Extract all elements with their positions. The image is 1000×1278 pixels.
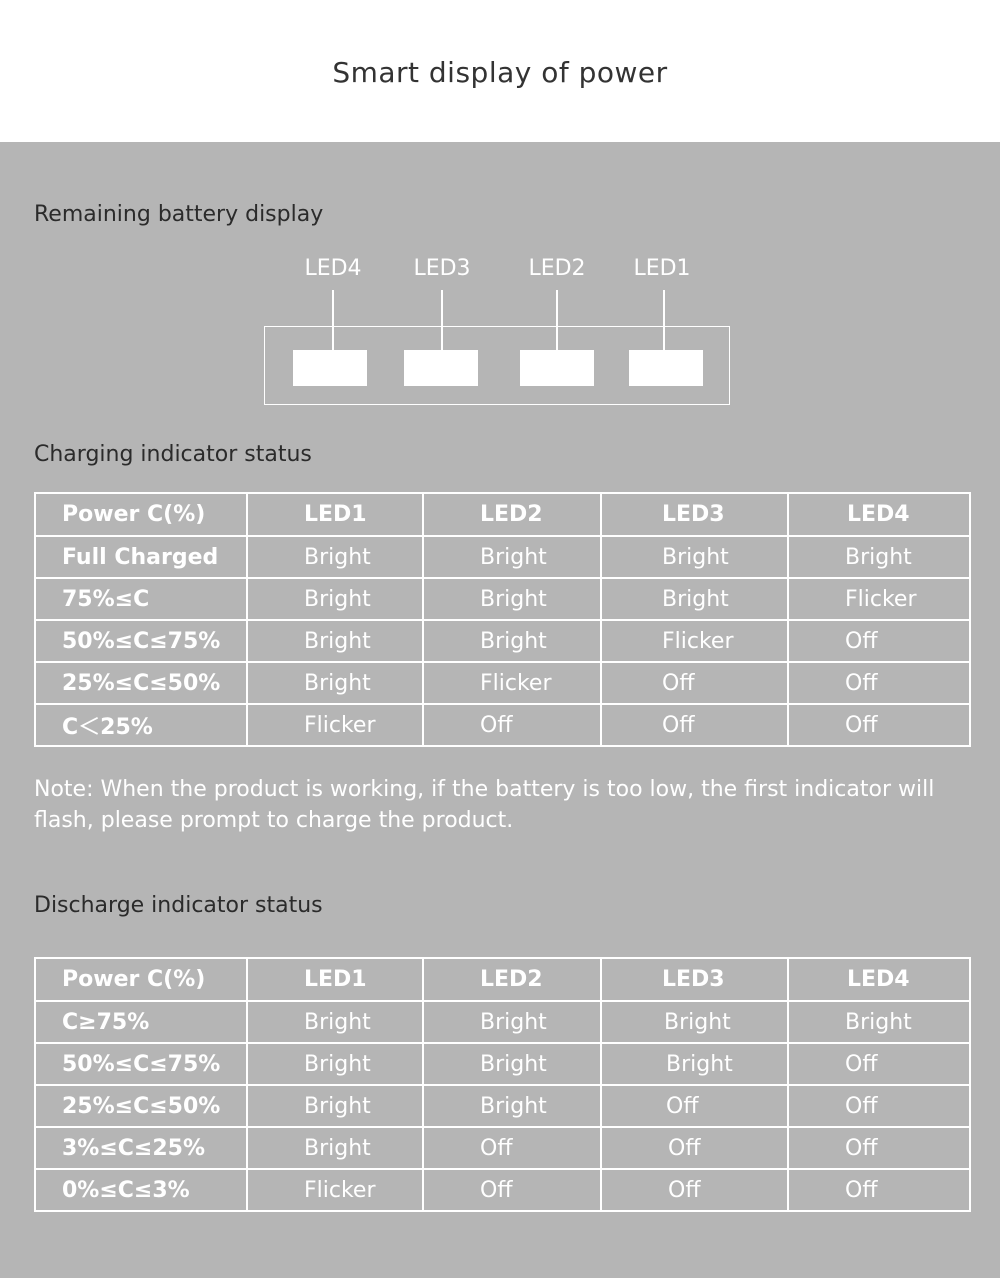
led-status-cell: Off	[601, 1085, 788, 1127]
led-status-cell: Bright	[788, 536, 970, 578]
led2-label: LED2	[528, 256, 586, 281]
power-range-cell: 25%≤C≤50%	[35, 662, 247, 704]
led1-label: LED1	[633, 256, 691, 281]
led-status-cell: Off	[601, 1169, 788, 1211]
led-status-cell: Bright	[423, 1001, 601, 1043]
led-status-cell: Flicker	[247, 704, 423, 746]
led-status-cell: Flicker	[788, 578, 970, 620]
led-status-cell: Flicker	[247, 1169, 423, 1211]
led-status-cell: Off	[788, 1085, 970, 1127]
table-row	[35, 578, 970, 620]
led-status-cell: Bright	[247, 536, 423, 578]
led-status-cell: Off	[601, 662, 788, 704]
led-status-cell: Off	[423, 1127, 601, 1169]
charging-table	[34, 492, 971, 747]
column-header: LED4	[788, 493, 970, 536]
led-status-cell: Bright	[247, 662, 423, 704]
table-row	[35, 620, 970, 662]
table-row	[35, 1085, 970, 1127]
power-range-cell: 75%≤C	[35, 578, 247, 620]
led-status-cell: Bright	[423, 536, 601, 578]
led-status-cell: Flicker	[601, 620, 788, 662]
table-row	[35, 1001, 970, 1043]
led-status-cell: Bright	[247, 1043, 423, 1085]
power-range-cell: 25%≤C≤50%	[35, 1085, 247, 1127]
led-status-cell: Bright	[423, 578, 601, 620]
power-range-cell: C≥75%	[35, 1001, 247, 1043]
discharge-heading: Discharge indicator status	[34, 893, 323, 918]
column-header: LED2	[423, 493, 601, 536]
led-status-cell: Off	[788, 1169, 970, 1211]
power-range-cell: C＜25%	[35, 704, 247, 746]
led-status-cell: Flicker	[423, 662, 601, 704]
table-row	[35, 1169, 970, 1211]
table-row	[35, 1127, 970, 1169]
led-status-cell: Bright	[247, 578, 423, 620]
low-battery-note: Note: When the product is working, if the battery is too low, the first indicator will flash, please prompt to charge the product.	[34, 777, 935, 833]
led-status-cell: Bright	[247, 1127, 423, 1169]
power-range-cell: 3%≤C≤25%	[35, 1127, 247, 1169]
power-range-cell: 0%≤C≤3%	[35, 1169, 247, 1211]
led3-indicator	[404, 350, 478, 386]
column-header: LED4	[788, 958, 970, 1001]
column-header: LED3	[601, 958, 788, 1001]
led-status-cell: Off	[788, 1043, 970, 1085]
column-header: Power C(%)	[35, 493, 247, 536]
led-status-cell: Bright	[601, 1043, 788, 1085]
led-status-cell: Bright	[247, 620, 423, 662]
led-status-cell: Off	[788, 1127, 970, 1169]
column-header: LED2	[423, 958, 601, 1001]
led-status-cell: Bright	[247, 1085, 423, 1127]
led2-indicator	[520, 350, 594, 386]
led-status-cell: Off	[601, 704, 788, 746]
led-status-cell: Off	[788, 704, 970, 746]
table-header-row	[35, 493, 970, 536]
led-status-cell: Bright	[601, 536, 788, 578]
led-status-cell: Bright	[423, 620, 601, 662]
led4-label: LED4	[304, 256, 362, 281]
power-range-cell: Full Charged	[35, 536, 247, 578]
power-range-cell: 50%≤C≤75%	[35, 1043, 247, 1085]
led3-label: LED3	[413, 256, 471, 281]
column-header: LED1	[247, 958, 423, 1001]
table-row	[35, 704, 970, 746]
led-status-cell: Off	[423, 1169, 601, 1211]
remaining-battery-heading: Remaining battery display	[34, 202, 324, 227]
table-row	[35, 1043, 970, 1085]
power-range-cell: 50%≤C≤75%	[35, 620, 247, 662]
column-header: LED3	[601, 493, 788, 536]
table-header-row	[35, 958, 970, 1001]
discharge-table	[34, 957, 971, 1212]
led-status-cell: Off	[423, 704, 601, 746]
table-row	[35, 662, 970, 704]
led-status-cell: Bright	[788, 1001, 970, 1043]
led-status-cell: Bright	[423, 1085, 601, 1127]
column-header: Power C(%)	[35, 958, 247, 1001]
led-status-cell: Off	[788, 662, 970, 704]
column-header: LED1	[247, 493, 423, 536]
table-row	[35, 536, 970, 578]
page-title: Smart display of power	[332, 56, 668, 89]
led1-indicator	[629, 350, 703, 386]
led4-indicator	[293, 350, 367, 386]
led-status-cell: Off	[601, 1127, 788, 1169]
header-banner	[0, 0, 1000, 142]
charging-heading: Charging indicator status	[34, 442, 312, 467]
led-status-cell: Off	[788, 620, 970, 662]
led-status-cell: Bright	[601, 578, 788, 620]
led-status-cell: Bright	[601, 1001, 788, 1043]
led-status-cell: Bright	[423, 1043, 601, 1085]
led-status-cell: Bright	[247, 1001, 423, 1043]
